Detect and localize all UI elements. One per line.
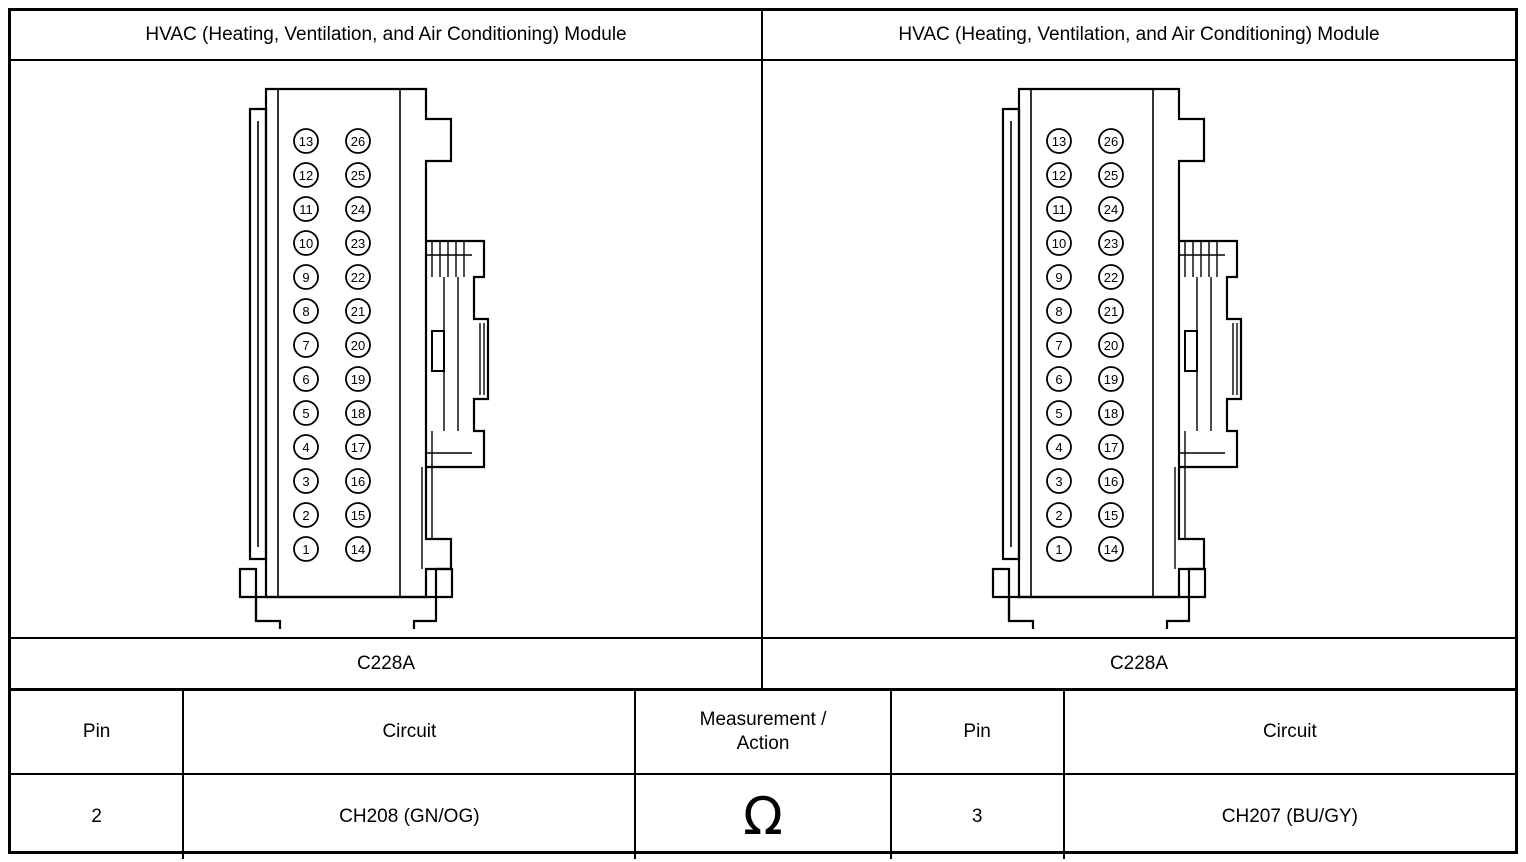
svg-text:5: 5 — [1055, 406, 1063, 421]
svg-text:26: 26 — [1103, 134, 1119, 149]
svg-text:21: 21 — [350, 304, 366, 319]
svg-text:8: 8 — [1055, 304, 1063, 319]
ohm-icon: Ω — [743, 787, 783, 847]
svg-text:20: 20 — [350, 338, 366, 353]
svg-text:8: 8 — [302, 304, 310, 319]
measurement-header-line2: Action — [736, 733, 790, 754]
connector-illustration-row — [11, 61, 1515, 639]
svg-text:4: 4 — [302, 440, 310, 455]
svg-text:23: 23 — [1103, 236, 1119, 251]
svg-text:10: 10 — [1051, 236, 1067, 251]
svg-text:19: 19 — [350, 372, 366, 387]
svg-text:16: 16 — [350, 474, 366, 489]
svg-text:12: 12 — [298, 168, 314, 183]
column-header-pin-right: Pin — [891, 691, 1064, 774]
column-header-pin-left: Pin — [11, 691, 183, 774]
cell-pin-right: 3 — [891, 774, 1064, 859]
svg-text:4: 4 — [1055, 440, 1063, 455]
svg-text:17: 17 — [350, 440, 366, 455]
connector-cell-right — [763, 61, 1515, 637]
svg-text:3: 3 — [302, 474, 310, 489]
diagram-frame — [8, 8, 1518, 854]
connector-name-row — [11, 639, 1515, 691]
svg-text:14: 14 — [1103, 542, 1119, 557]
module-header-row — [11, 11, 1515, 61]
svg-text:18: 18 — [350, 406, 366, 421]
connector-cell-left — [11, 61, 763, 637]
svg-text:25: 25 — [350, 168, 366, 183]
svg-text:9: 9 — [302, 270, 310, 285]
svg-text:21: 21 — [1103, 304, 1119, 319]
module-header-right: HVAC (Heating, Ventilation, and Air Conditioning) Module — [898, 24, 1380, 45]
connector-drawing-left — [236, 69, 536, 634]
svg-text:11: 11 — [299, 202, 313, 217]
module-header-left: HVAC (Heating, Ventilation, and Air Conditioning) Module — [11, 11, 763, 59]
svg-text:17: 17 — [1103, 440, 1119, 455]
svg-text:3: 3 — [1055, 474, 1063, 489]
cell-circuit-right: CH207 (BU/GY) — [1064, 774, 1515, 859]
svg-text:12: 12 — [1051, 168, 1067, 183]
svg-text:2: 2 — [1055, 508, 1063, 523]
svg-text:13: 13 — [298, 134, 314, 149]
svg-text:20: 20 — [1103, 338, 1119, 353]
cell-circuit-left: CH208 (GN/OG) — [183, 774, 635, 859]
svg-text:1: 1 — [302, 542, 310, 557]
column-header-measurement — [635, 691, 890, 774]
svg-text:23: 23 — [350, 236, 366, 251]
svg-text:2: 2 — [302, 508, 310, 523]
svg-text:25: 25 — [1103, 168, 1119, 183]
column-header-circuit-right: Circuit — [1064, 691, 1515, 774]
svg-text:16: 16 — [1103, 474, 1119, 489]
table-row — [11, 774, 1515, 859]
cell-measurement — [635, 774, 890, 859]
svg-text:1: 1 — [1055, 542, 1063, 557]
column-header-circuit-left: Circuit — [183, 691, 635, 774]
svg-text:18: 18 — [1103, 406, 1119, 421]
connector-drawing-right — [989, 69, 1289, 634]
svg-text:10: 10 — [298, 236, 314, 251]
connector-name-left: C228A — [11, 639, 763, 688]
svg-text:13: 13 — [1051, 134, 1067, 149]
svg-text:6: 6 — [1055, 372, 1063, 387]
svg-text:22: 22 — [350, 270, 366, 285]
svg-text:15: 15 — [350, 508, 366, 523]
svg-text:6: 6 — [302, 372, 310, 387]
svg-text:26: 26 — [350, 134, 366, 149]
pin-circuit-table — [11, 691, 1515, 859]
cell-pin-left: 2 — [11, 774, 183, 859]
svg-text:9: 9 — [1055, 270, 1063, 285]
svg-text:24: 24 — [350, 202, 366, 217]
svg-text:15: 15 — [1103, 508, 1119, 523]
svg-text:5: 5 — [302, 406, 310, 421]
connector-name-right: C228A — [1109, 652, 1169, 674]
table-header-row — [11, 691, 1515, 774]
svg-text:7: 7 — [1055, 338, 1063, 353]
svg-text:19: 19 — [1103, 372, 1119, 387]
svg-text:7: 7 — [302, 338, 310, 353]
svg-text:24: 24 — [1103, 202, 1119, 217]
measurement-header-line1: Measurement / — [699, 709, 827, 731]
svg-text:14: 14 — [350, 542, 366, 557]
svg-text:11: 11 — [1052, 202, 1066, 217]
svg-text:22: 22 — [1103, 270, 1119, 285]
